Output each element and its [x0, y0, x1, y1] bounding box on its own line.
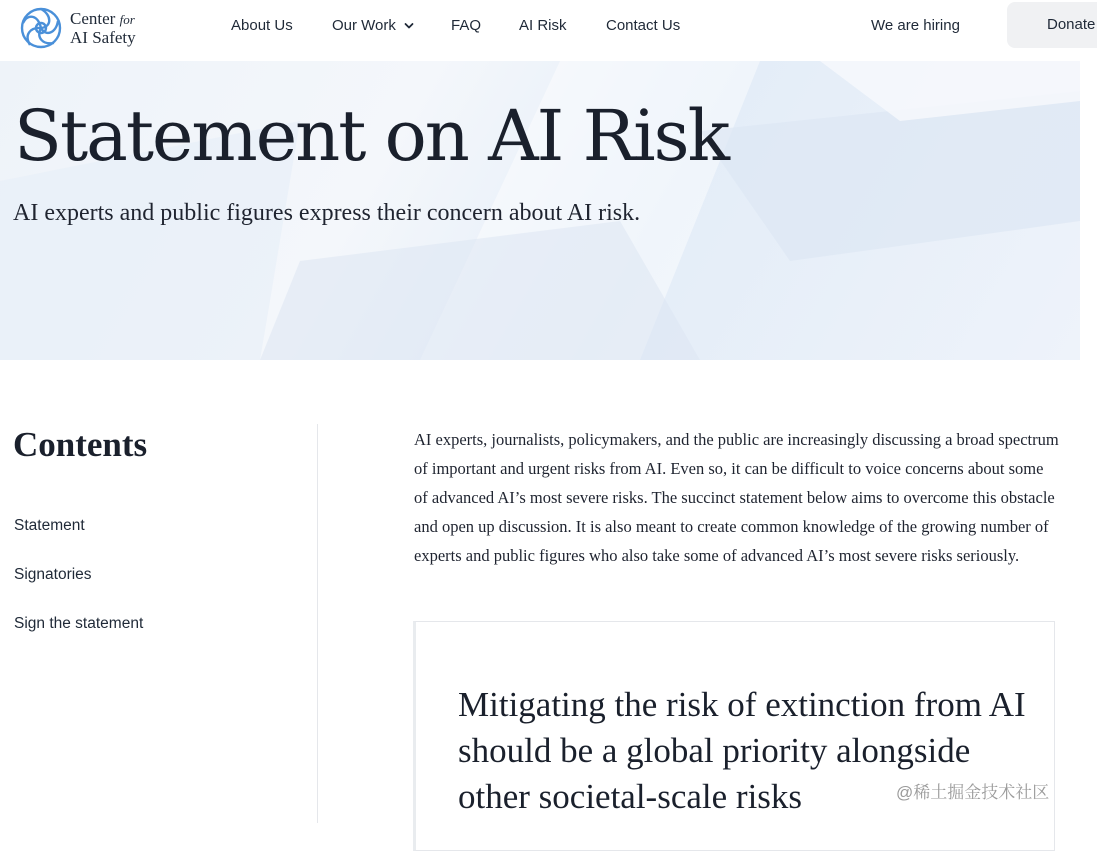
nav-contact-us[interactable]: Contact Us [606, 17, 681, 34]
contents-heading: Contents [13, 425, 148, 464]
donate-button[interactable] [1007, 2, 1097, 48]
logo-text-for: for [119, 11, 135, 27]
statement-text: Mitigating the risk of extinction from AI should be a global priority alongside other societal-scale risks [458, 685, 1026, 816]
logo-wordmark [70, 10, 136, 47]
page-title: Statement on AI Risk [14, 95, 729, 177]
intro-paragraph: AI experts, journalists, policymakers, and the public are increasingly discussing a broad spectrum of important and urgent risks from AI. Even so, it can be difficult to voice concerns about some of advanced AI’s most severe risks. The succinct statement below aims to overcome this obstacle and open up discussion. It is also meant to create common knowledge of the growing number of experts and public figures who also take some of advanced AI’s most severe risks seriously. [414, 430, 1059, 565]
we-are-hiring-link[interactable]: We are hiring [871, 17, 960, 34]
site-header [0, 0, 1096, 61]
toc-link-statement[interactable]: Statement [14, 517, 85, 534]
chevron-down-icon [404, 21, 414, 31]
logo-link[interactable] [18, 4, 136, 52]
watermark-text: @稀土掘金技术社区 [896, 783, 1050, 802]
logo-text-ai-safety: AI Safety [70, 27, 136, 47]
nav-faq[interactable]: FAQ [451, 17, 482, 34]
hero-banner [0, 61, 1080, 360]
nav-ai-risk[interactable]: AI Risk [519, 17, 567, 34]
toc-link-signatories[interactable]: Signatories [14, 566, 92, 583]
statement-card [413, 621, 1055, 851]
logo-text-center: Center [70, 8, 116, 28]
nav-about-us[interactable]: About Us [231, 17, 293, 34]
toc-link-sign-the-statement[interactable]: Sign the statement [14, 615, 144, 632]
nav-our-work-label: Our Work [332, 17, 396, 34]
cais-logo-icon [18, 5, 64, 51]
nav-our-work[interactable] [332, 16, 414, 36]
sidebar-divider [317, 424, 318, 823]
page-subtitle: AI experts and public figures express their concern about AI risk. [13, 200, 641, 226]
donate-button-label: Donate [1047, 16, 1096, 33]
